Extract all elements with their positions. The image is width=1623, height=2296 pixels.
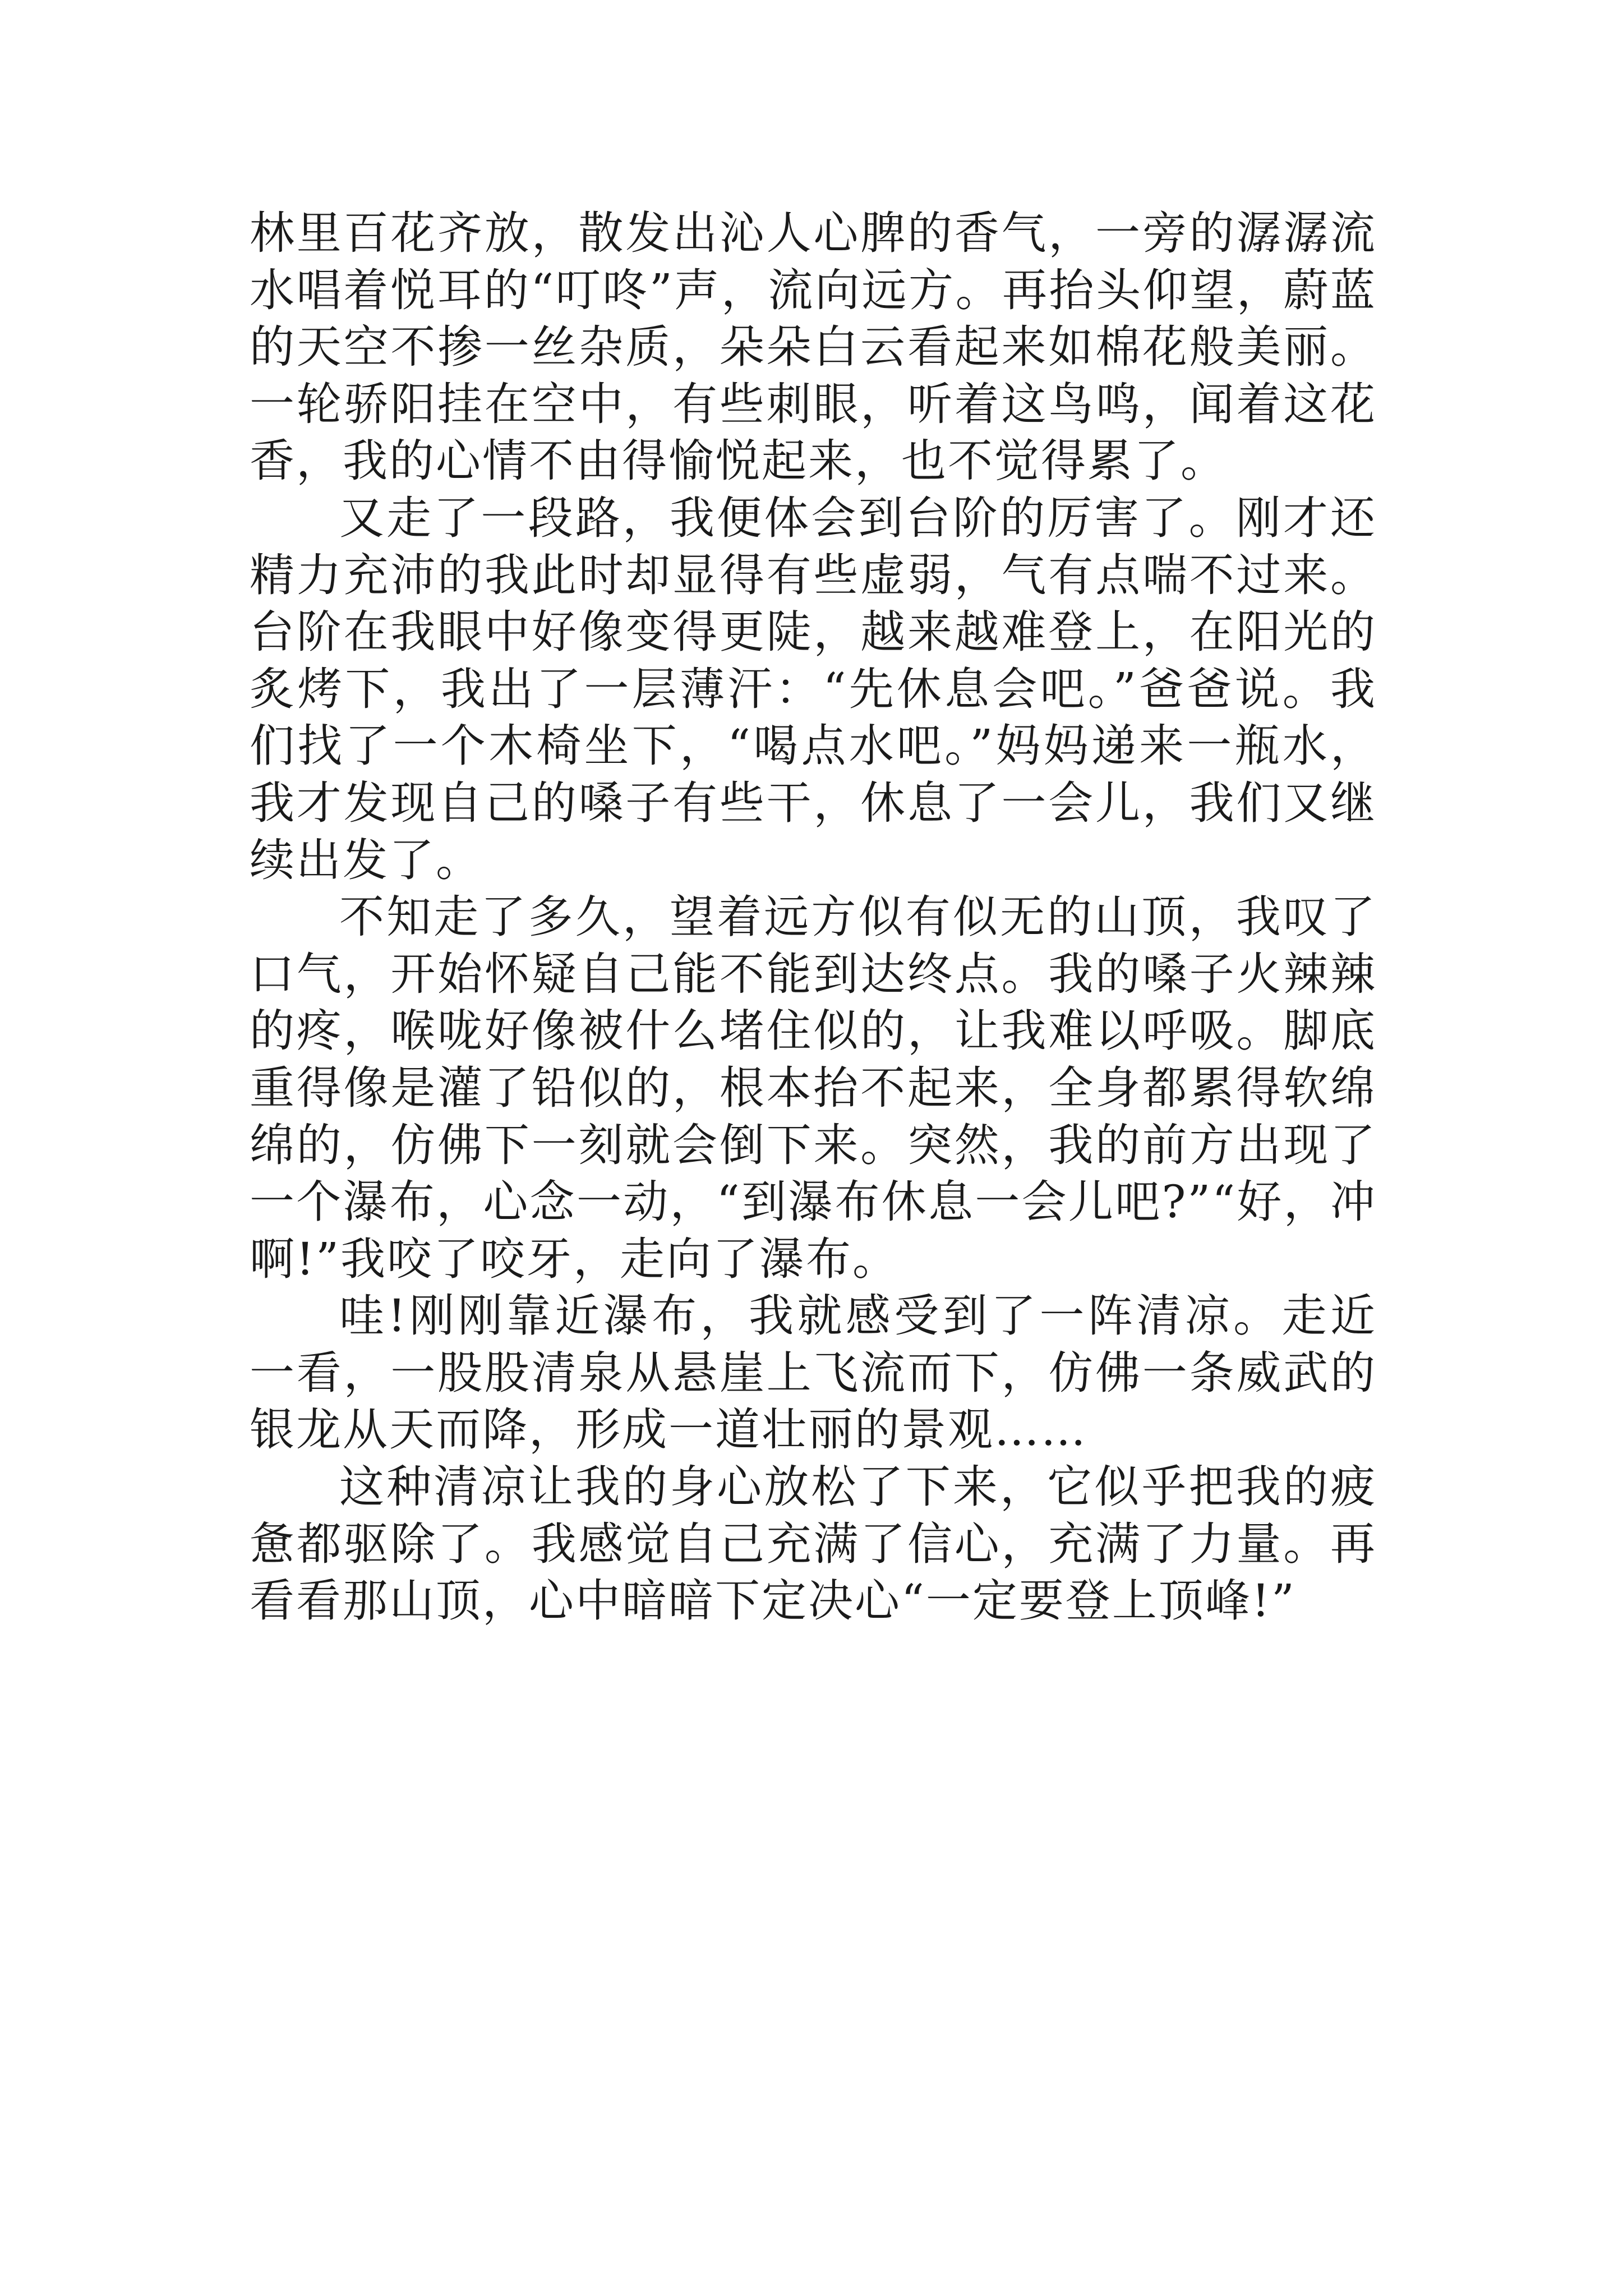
paragraph-3: 不知走了多久，望着远方似有似无的山顶，我叹了口气，开始怀疑自己能不能到达终点。我的嗓子火辣辣的疼，喉咙好像被什么堵住似的，让我难以呼吸。脚底重得像是灌了铅似的，根本抬不起来，全身都累得软绵绵的，仿佛下一刻就会倒下来。突然，我的前方出现了一个瀑布，心念一动，“到瀑布休息一会儿吧?”“好，冲啊!”我咬了咬牙，走向了瀑布。 <box>250 891 1377 1285</box>
paragraph-5: 这种清凉让我的身心放松了下来，它似乎把我的疲惫都驱除了。我感觉自己充满了信心，充满了力量。再看看那山顶，心中暗暗下定决心“一定要登上顶峰!” <box>250 1461 1377 1627</box>
body-text <box>250 205 1377 1630</box>
paragraph-4: 哇!刚刚靠近瀑布，我就感受到了一阵清凉。走近一看，一股股清泉从悬崖上飞流而下，仿佛一条威武的银龙从天而降，形成一道壮丽的景观…… <box>250 1290 1377 1456</box>
paragraph-2: 又走了一段路，我便体会到台阶的厉害了。刚才还精力充沛的我此时却显得有些虚弱，气有点喘不过来。台阶在我眼中好像变得更陡，越来越难登上，在阳光的炙烤下，我出了一层薄汗：“先休息会吧。”爸爸说。我们找了一个木椅坐下，“喝点水吧。”妈妈递来一瓶水，我才发现自己的嗓子有些干，休息了一会儿，我们又继续出发了。 <box>250 491 1377 886</box>
paragraph-1: 林里百花齐放，散发出沁人心脾的香气，一旁的潺潺流水唱着悦耳的“叮咚”声，流向远方。再抬头仰望，蔚蓝的天空不掺一丝杂质，朵朵白云看起来如棉花般美丽。一轮骄阳挂在空中，有些刺眼，听着这鸟鸣，闻着这花香，我的心情不由得愉悦起来，也不觉得累了。 <box>250 207 1377 487</box>
